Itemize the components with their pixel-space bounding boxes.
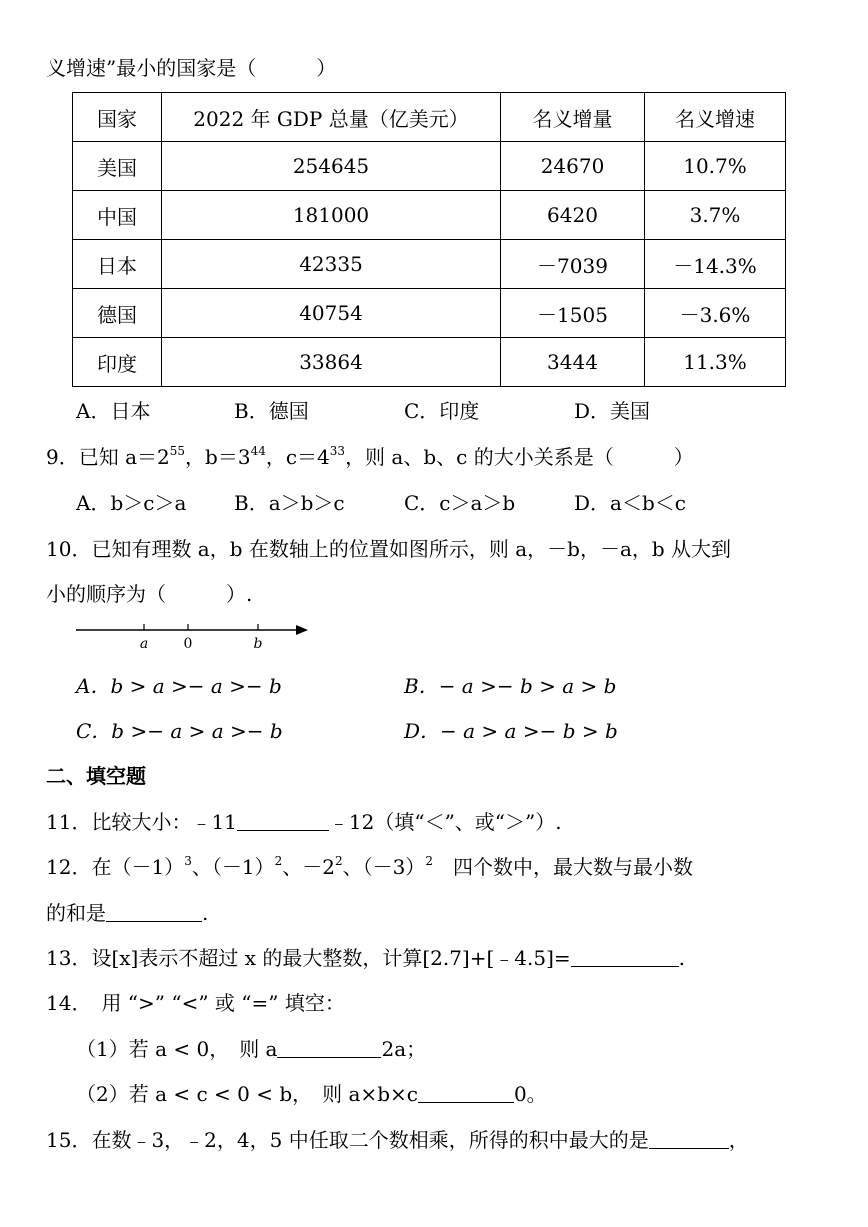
- q9-option-b[interactable]: B．a＞b＞c: [234, 491, 345, 515]
- table-row: [73, 191, 786, 240]
- answer-blank[interactable]: [649, 1128, 729, 1149]
- cell-growth: －3.6%: [645, 289, 786, 338]
- cell-gdp: 181000: [162, 191, 501, 240]
- q9-text: ，b＝3: [185, 445, 251, 469]
- q9-text: ，c＝4: [265, 445, 330, 469]
- q13-text: .: [678, 946, 686, 970]
- cell-growth: 11.3%: [645, 338, 786, 387]
- cell-increment: 6420: [501, 191, 645, 240]
- table-row: [73, 338, 786, 387]
- q10-option-b[interactable]: B．− a >− b > a > b: [404, 674, 617, 698]
- q12-text: 、（－3）: [342, 855, 426, 879]
- header-gdp: 2022 年 GDP 总量（亿美元）: [162, 93, 501, 142]
- cell-country: 印度: [73, 338, 162, 387]
- label-a: a: [139, 636, 149, 652]
- q11-text: ﹣12（填“＜”、或“＞”）.: [328, 810, 562, 834]
- cell-country: 美国: [73, 142, 162, 191]
- q14-text: （1）若 a < 0， 则 a: [76, 1037, 278, 1061]
- q8-option-d[interactable]: D．美国: [574, 399, 651, 423]
- table-row: [73, 289, 786, 338]
- q9-text: ，则 a、b、c 的大小关系是（ ）: [345, 445, 694, 469]
- exponent: 2: [425, 854, 433, 868]
- q9-option-a[interactable]: A．b＞c＞a: [76, 491, 187, 515]
- cell-country: 德国: [73, 289, 162, 338]
- q14-text: 0。: [513, 1082, 547, 1106]
- q8-stem-end: 义增速”最小的国家是（ ）: [46, 56, 337, 80]
- q9-option-d[interactable]: D．a＜b＜c: [574, 491, 686, 515]
- q12-text: .: [202, 901, 209, 925]
- answer-blank[interactable]: [418, 1082, 514, 1103]
- q12-line1: [46, 853, 693, 881]
- number-line: [72, 618, 312, 658]
- cell-growth: －14.3%: [645, 240, 786, 289]
- label-zero: 0: [183, 636, 193, 652]
- q12-text: 12．在（－1）: [46, 855, 185, 879]
- arrow-head-icon: [296, 625, 308, 635]
- table-row: [73, 240, 786, 289]
- q9-stem: [46, 443, 694, 471]
- q8-option-a[interactable]: A．日本: [76, 399, 151, 423]
- cell-growth: 10.7%: [645, 142, 786, 191]
- cell-gdp: 40754: [162, 289, 501, 338]
- exponent: 2: [274, 854, 283, 868]
- cell-country: 日本: [73, 240, 162, 289]
- q13: [46, 944, 685, 972]
- gdp-table: [72, 92, 786, 387]
- exponent: 33: [329, 444, 346, 458]
- cell-increment: －1505: [501, 289, 645, 338]
- q15-text: 15．在数﹣3，﹣2，4，5 中任取二个数相乘，所得的积中最大的是: [46, 1128, 649, 1152]
- q14-part2: [76, 1080, 547, 1108]
- answer-blank[interactable]: [237, 810, 329, 831]
- cell-increment: －7039: [501, 240, 645, 289]
- header-country: 国家: [73, 93, 162, 142]
- q15-text: ，: [728, 1128, 749, 1152]
- q14-part1: [76, 1035, 426, 1063]
- header-growth: 名义增速: [645, 93, 786, 142]
- header-increment: 名义增量: [501, 93, 645, 142]
- q10-option-c[interactable]: C．b >− a > a >− b: [76, 719, 283, 743]
- q8-option-b[interactable]: B．德国: [234, 399, 309, 423]
- q9-number: 9．: [46, 445, 79, 469]
- q13-text: 13．设[x]表示不超过 x 的最大整数，计算[2.7]+[﹣4.5]=: [46, 946, 571, 970]
- answer-blank[interactable]: [106, 901, 202, 922]
- q10-option-a[interactable]: A．b > a >− a >− b: [76, 674, 282, 698]
- q12-text: 的和是: [46, 901, 106, 925]
- q12-text: 、－2: [282, 855, 335, 879]
- answer-blank[interactable]: [277, 1037, 381, 1058]
- q9-text: 已知 a＝2: [78, 445, 170, 469]
- q12-text: 、（－1）: [191, 855, 275, 879]
- q10-stem-line1: 10．已知有理数 a，b 在数轴上的位置如图所示，则 a，－b，－a，b 从大到: [46, 537, 732, 561]
- exponent: 3: [184, 854, 192, 868]
- q14-stem: 14． 用 “>” “<” 或 “=” 填空：: [46, 991, 345, 1015]
- cell-increment: 24670: [501, 142, 645, 191]
- cell-country: 中国: [73, 191, 162, 240]
- exponent: 55: [169, 444, 186, 458]
- cell-gdp: 33864: [162, 338, 501, 387]
- cell-increment: 3444: [501, 338, 645, 387]
- q15: [46, 1126, 749, 1154]
- table-row: [73, 142, 786, 191]
- q11: [46, 808, 562, 836]
- q10-option-d[interactable]: D．− a > a >− b > b: [404, 719, 618, 743]
- q14-text: （2）若 a < c < 0 < b， 则 a×b×c: [76, 1082, 418, 1106]
- q12-line2: [46, 899, 208, 927]
- exponent: 44: [250, 444, 266, 458]
- section-title: 二、填空题: [46, 764, 146, 788]
- cell-growth: 3.7%: [645, 191, 786, 240]
- label-b: b: [253, 636, 263, 652]
- q14-text: 2a；: [381, 1037, 427, 1061]
- q10-stem-line2: 小的顺序为（ ）.: [46, 582, 253, 606]
- exponent: 2: [334, 854, 343, 868]
- answer-blank[interactable]: [571, 946, 679, 967]
- q9-option-c[interactable]: C．c＞a＞b: [404, 491, 516, 515]
- q11-text: 11．比较大小：﹣11: [46, 810, 237, 834]
- q12-text: 四个数中，最大数与最小数: [432, 855, 693, 879]
- cell-gdp: 254645: [162, 142, 501, 191]
- cell-gdp: 42335: [162, 240, 501, 289]
- q8-option-c[interactable]: C．印度: [404, 399, 480, 423]
- table-header-row: [73, 93, 786, 142]
